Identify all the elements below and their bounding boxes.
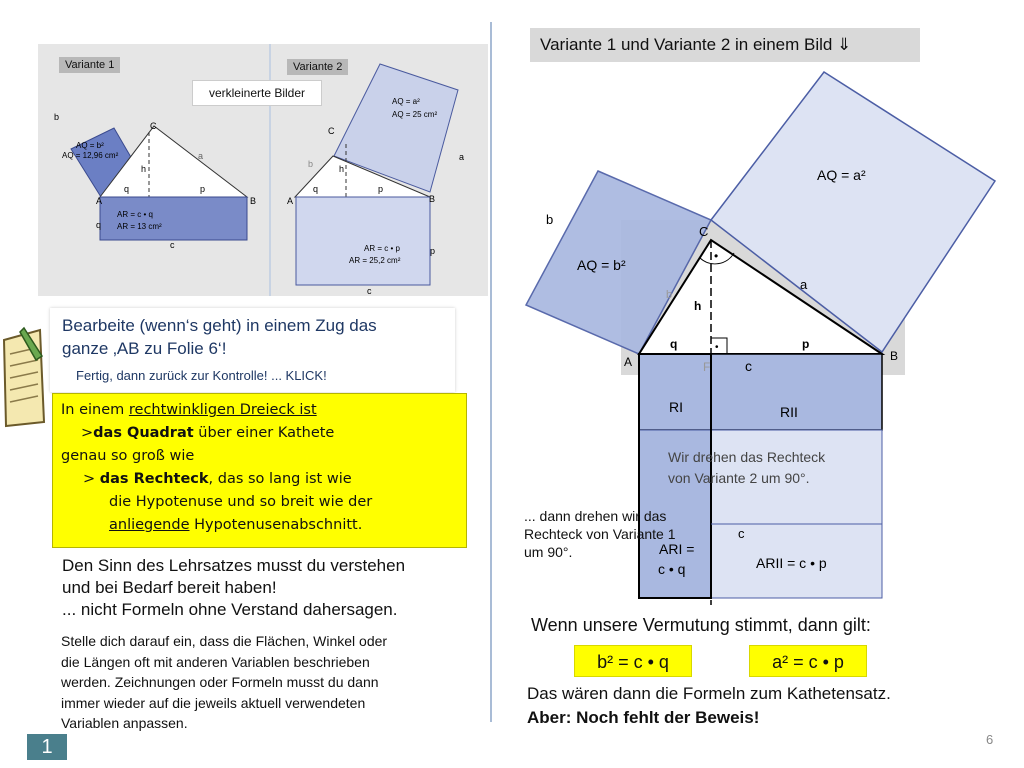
result-line-1: Das wären dann die Formeln zum Kathetensatz. [527,684,891,703]
svg-text:q: q [313,184,319,194]
svg-text:•: • [714,249,719,263]
notebook-clipart-icon [0,326,46,430]
conclusion-heading: Wenn unsere Vermutung stimmt, dann gilt: [531,615,871,635]
svg-text:Wir drehen das Rechteck: Wir drehen das Rechteck [668,449,826,465]
svg-text:RI: RI [669,399,683,415]
band-top [639,354,882,430]
rotate-note-v1: ... dann drehen wir das Rechteck von Variante 1 um 90°. [524,508,676,560]
svg-text:p: p [378,184,384,194]
task-box [50,308,455,392]
variante1-tag: Variante 1 [59,57,120,73]
svg-text:b: b [546,212,554,227]
svg-text:AQ = a²: AQ = a² [817,167,866,183]
svg-text:a: a [198,151,204,161]
svg-text:h: h [694,299,702,313]
svg-text:RII: RII [780,404,798,420]
svg-text:AQ = 25 cm²: AQ = 25 cm² [392,110,438,119]
note-text: Stelle dich darauf ein, dass die Flächen, Winkel oder die Längen oft mit anderen Variablen beschrieben werden. Zeichnungen oder Formeln musst du dann immer wieder auf die jeweils aktuell verwendeten Variablen anpassen. [61,633,388,731]
svg-text:AQ = b²: AQ = b² [76,141,104,150]
svg-text:AR = 25,2 cm²: AR = 25,2 cm² [349,256,401,265]
svg-text:a: a [459,152,465,162]
column-divider [490,22,492,722]
svg-text:B: B [429,194,436,204]
svg-text:F: F [703,360,711,374]
result-line-2: Aber: Noch fehlt der Beweis! [527,708,760,727]
svg-text:C: C [150,121,157,131]
svg-text:h: h [141,164,147,174]
formula-a-squared: a² = c • p [749,645,867,677]
svg-text:c: c [738,526,745,541]
svg-text:c: c [367,286,372,296]
variante2-tag: Variante 2 [287,59,348,75]
svg-text:•: • [715,342,719,353]
svg-text:AQ = b²: AQ = b² [577,257,626,273]
svg-text:b: b [666,289,673,301]
svg-text:b: b [308,159,314,169]
page-number: 6 [986,732,994,747]
svg-text:c: c [745,358,752,374]
svg-text:A: A [624,355,633,369]
svg-text:AR = 13 cm²: AR = 13 cm² [117,222,162,231]
svg-text:C: C [328,126,335,136]
svg-text:AR = c • p: AR = c • p [364,244,400,253]
reduced-diagrams [38,44,488,296]
svg-text:AQ = a²: AQ = a² [392,97,420,106]
sense-text: Den Sinn des Lehrsatzes musst du verstehen und bei Bedarf bereit haben! ... nicht Formeln ohne Verstand dahersagen. [62,556,406,619]
svg-text:c • q: c • q [658,561,686,577]
svg-text:A: A [96,196,103,206]
svg-text:AQ = 12,96 cm²: AQ = 12,96 cm² [62,151,119,160]
svg-text:h: h [339,164,345,174]
svg-text:B: B [890,349,899,363]
svg-text:q: q [96,220,102,230]
svg-text:a: a [800,277,808,292]
svg-text:q: q [670,337,678,351]
task-link-text[interactable]: Fertig, dann zurück zur Kontrolle! ... KLICK! [76,368,327,383]
svg-text:ARII = c • p: ARII = c • p [756,555,827,571]
svg-text:von Variante 2 um 90°.: von Variante 2 um 90°. [668,470,810,486]
rule-box: In einem rechtwinkligen Dreieck ist >das Quadrat über einer Kathete genau so groß wie > das Rechteck, das so lang ist wie die Hypotenuse und so breit wie der anliegende Hypotenusenabschnitt. [52,393,467,548]
svg-text:c: c [170,240,175,250]
svg-text:b: b [54,112,60,122]
combined-title: Variante 1 und Variante 2 in einem Bild ⇓ [530,28,920,62]
svg-text:ARI =: ARI = [659,541,695,557]
svg-text:B: B [250,196,257,206]
slide-1-button[interactable]: 1 [27,734,67,760]
svg-text:p: p [430,246,436,256]
formula-b-squared: b² = c • q [574,645,692,677]
task-line-2: ganze ‚AB zu Folie 6‘! [62,339,227,358]
svg-text:p: p [802,337,810,351]
v2-rectangle [296,197,430,285]
svg-text:q: q [124,184,130,194]
small-caption: verkleinerte Bilder [192,80,322,106]
svg-text:A: A [287,196,294,206]
svg-text:p: p [200,184,206,194]
svg-text:C: C [699,224,709,239]
task-line-1: Bearbeite (wenn‘s geht) in einem Zug das [62,316,377,335]
svg-text:AR = c • q: AR = c • q [117,210,153,219]
